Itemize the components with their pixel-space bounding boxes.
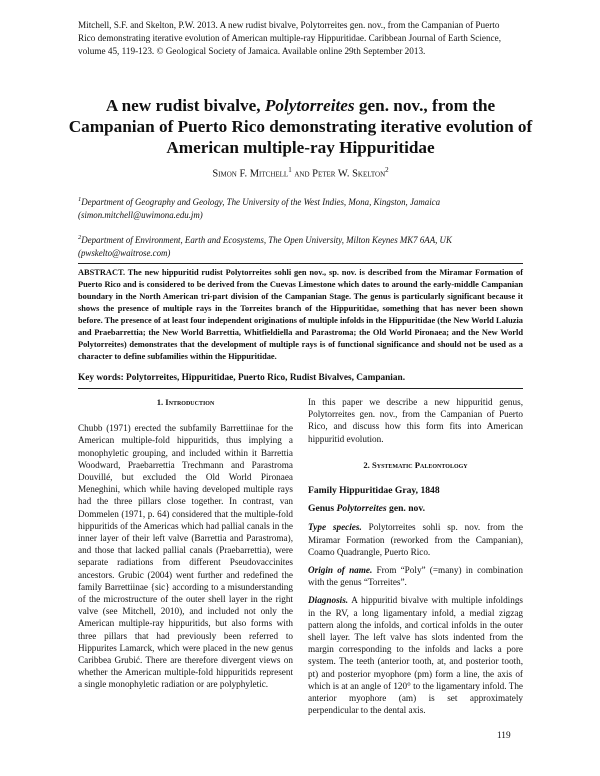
citation-line-2: Rico demonstrating iterative evolution of American multiple-ray Hippuritidae. Caribbean Journal of Earth Science, xyxy=(78,33,502,43)
genus-heading xyxy=(308,503,523,515)
affiliation-2 xyxy=(78,231,523,260)
journal-citation xyxy=(78,19,523,58)
diagnosis-label: Diagnosis. xyxy=(308,595,349,606)
family-heading: Family Hippuritidae Gray, 1848 xyxy=(308,485,440,497)
diagnosis-text: A hippuritid bivalve with multiple infoldings in the RV, a long ligamentary infold, a medial zigzag pattern along the infolds, and cortical infolds in the outer shell layer. The left valve has slots indented from the margin corresponding to the infolds and lacks a pore system. The teeth (anterior tooth, at, and posterior tooth, pt) and posterior myophore (pm) form a line, the axis of which is at an angle of 120° to the ligamentary infold. The anterior myophore (am) is set approximately perpendicular to the dental axis. xyxy=(308,595,523,716)
abstract-label: ABSTRACT. xyxy=(78,268,126,277)
author-1: Simon F. Mitchell xyxy=(212,168,289,180)
keywords-bottom-rule xyxy=(78,388,523,389)
type-species xyxy=(308,521,523,558)
affiliation-1 xyxy=(78,193,523,222)
citation-line-1: Mitchell, S.F. and Skelton, P.W. 2013. A new rudist bivalve, Polytorreites gen. nov., from the Campanian of Puerto xyxy=(78,20,500,30)
affiliation-2-text: Department of Environment, Earth and Ecosystems, The Open University, Milton Keynes MK7 6AA, UK (pwskelto@waitrose.com) xyxy=(78,234,452,258)
section-heading-introduction: 1. Introduction xyxy=(156,397,215,407)
genus-suffix: gen. nov. xyxy=(386,503,426,515)
right-column xyxy=(308,396,523,716)
author-2-affil: 2 xyxy=(385,166,389,174)
author-2: Peter W. Skelton xyxy=(312,168,386,180)
genus-name: Polytorreites xyxy=(336,503,387,515)
genus-label: Genus xyxy=(308,503,337,515)
keywords xyxy=(78,373,523,383)
introduction-paragraph: Chubb (1971) erected the subfamily Barrettiinae for the American multiple-fold hippuritids, thus implying a monophyletic grouping, and included within it Barrettia Woodward, Praebarrettia Trechmann and Parastroma Douvillé, but excluded the Old World Pironaea Meneghini, which while having developed multiple rays had the three pillars close together. In contrast, van Dommelen (1971, p. 64) considered that the multiple-fold hippuritids of the Americas which had pallial canals in the inner layer of their left valve (Barrettia and Parastroma), and those that lacked pallial canals (Praebarrettia), were separate radiations from different Pseudovaccinites ancestors. Grubic (2004) went further and redefined the family Barrettiinae {sic} according to a misunderstanding of the microstructure of the outer shell layer in the right valve (see Mitchell, 2010), and included not only the American multiple-ray hippuritids, but also forms with three pillars that had previously been referred to Hippurites Lamarck, which were placed in the new genus Caribbea Grubić. There are therefore divergent views on whether the American multiple-fold hippuritids represent a single monophyletic radiation or are polyphyletic. xyxy=(78,423,293,690)
origin-of-name xyxy=(308,564,523,588)
paper-title xyxy=(68,95,533,158)
author-conjunction: and xyxy=(291,168,313,180)
origin-text: From “Poly” (=many) in combination with the genus “Torreites”. xyxy=(308,565,523,588)
affiliation-1-text: Department of Geography and Geology, The University of the West Indies, Mona, Kingston, Jamaica (simon.mitchell@uwimona.edu.jm) xyxy=(78,196,441,220)
citation-line-3: volume 45, 119-123. © Geological Society of Jamaica. Available online 29th September 2013. xyxy=(78,46,426,56)
title-genus: Polytorreites xyxy=(264,96,355,115)
keywords-text: Polytorreites, Hippuritidae, Puerto Rico, Rudist Bivalves, Campanian. xyxy=(126,373,406,383)
abstract-text: The new hippuritid rudist Polytorreites sohli gen nov., sp. nov. is described from the Miramar Formation of Puerto Rico and is considered to be derived from the Cuevas Limestone which dates to around the early-middle Campanian boundary in the North American tri-part division of the Campanian Stage. The genus is particularly significant because it shows the presence of multiple rays in the Torreites branch of the Hippuritidae, something that has never been shown before. The presence of at least four independent originations of multiple infolds in the Hippuritidae (the New World Laluzia and Praebarrettia; the New World Barrettia, Whitfieldiella and Parastroma; the Old World Pironaea; and the New World Polytorreites) demonstrates that the development of multiple rays is of functional significance and should not be used as a character to define subfamilies within the Hippuritidae. xyxy=(78,268,523,361)
abstract-top-rule xyxy=(78,263,523,264)
page-number: 119 xyxy=(497,731,511,741)
abstract xyxy=(78,267,523,363)
left-column xyxy=(78,396,293,691)
origin-label: Origin of name. xyxy=(308,565,373,576)
affiliation-2-marker: 2 xyxy=(78,234,82,241)
keywords-label: Key words: xyxy=(78,373,124,383)
author-line xyxy=(78,166,523,180)
right-intro-paragraph: In this paper we describe a new hippuritid genus, Polytorreites gen. nov., from the Campanian of Puerto Rico, and discuss how this form fits into American hippuritid evolution. xyxy=(308,397,523,444)
type-species-label: Type species. xyxy=(308,522,362,533)
affiliation-1-marker: 1 xyxy=(78,196,82,203)
author-1-affil: 1 xyxy=(288,166,292,174)
title-part-2: gen. nov., from the Campanian of Puerto Rico demonstrating iterative evolution of American multiple-ray Hippuritidae xyxy=(68,96,533,157)
section-heading-systematics: 2. Systematic Paleontology xyxy=(363,459,468,470)
type-species-text: Polytorreites sohli sp. nov. from the Miramar Formation (reworked from the Campanian), Coamo Quadrangle, Puerto Rico. xyxy=(308,522,523,557)
title-part-1: A new rudist bivalve, xyxy=(105,96,265,115)
diagnosis xyxy=(308,594,523,716)
